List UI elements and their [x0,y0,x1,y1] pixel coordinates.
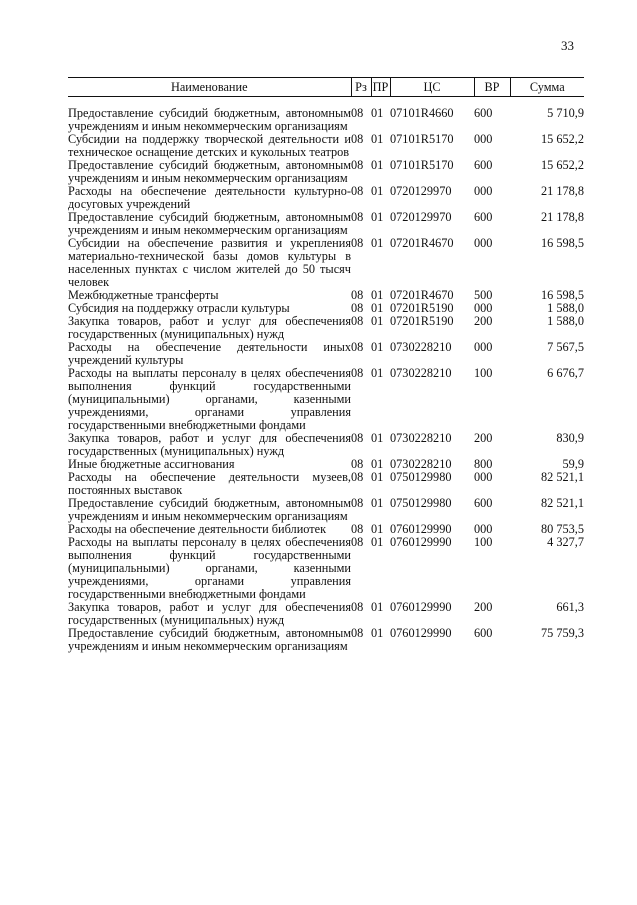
row-sum-cell: 5 710,9 [547,106,584,120]
row-rz-cell: 08 [351,314,364,328]
row-cs-cell: 07201R4670 [390,288,454,302]
row-sum-cell: 21 178,8 [540,184,584,198]
row-name-cell: Расходы на обеспечение деятельности библиотек [68,522,327,536]
header-sum: Сумма [510,78,584,97]
row-rz-cell: 08 [351,457,364,471]
row-vr-cell: 000 [474,132,493,146]
row-sum-cell: 21 178,8 [540,210,584,224]
row-sum-cell: 830,9 [556,431,584,445]
row-name-cell: Предоставление субсидий бюджетным, автономным учреждениям и иным некоммерческим организациям [68,210,351,237]
row-cs-cell: 07201R4670 [390,236,454,250]
row-sum-cell: 16 598,5 [540,236,584,250]
row-name-cell: Расходы на выплаты персоналу в целях обеспечения выполнения функций государственными (муниципальными) органами, казенными учреждениями, органами управления государственными внебюджетными фондами [68,535,351,601]
row-sum-cell: 59,9 [562,457,584,471]
row-pr-cell: 01 [371,132,384,146]
budget-table [68,77,584,653]
header-name: Наименование [68,78,351,97]
row-sum-cell: 1 588,0 [547,301,584,315]
row-cs-cell: 0730228210 [390,431,452,445]
row-name-cell: Субсидии на поддержку творческой деятельности и техническое оснащение детских и кукольных театров [68,132,351,159]
row-name-cell: Предоставление субсидий бюджетным, автономным учреждениям и иным некоммерческим организациям [68,158,351,185]
row-cs-cell: 07101R4660 [390,106,454,120]
row-name-cell: Предоставление субсидий бюджетным, автономным учреждениям и иным некоммерческим организациям [68,496,351,523]
row-pr-cell: 01 [371,470,384,484]
row-pr-cell: 01 [371,288,384,302]
table-row [68,341,584,367]
table-row [68,237,584,289]
row-pr-cell: 01 [371,535,384,549]
table-row [68,497,584,523]
row-rz-cell: 08 [351,470,364,484]
row-pr-cell: 01 [371,626,384,640]
row-vr-cell: 200 [474,314,493,328]
row-cs-cell: 0730228210 [390,457,452,471]
table-row [68,159,584,185]
row-vr-cell: 000 [474,184,493,198]
row-vr-cell: 600 [474,158,493,172]
row-rz-cell: 08 [351,600,364,614]
row-sum-cell: 4 327,7 [547,535,584,549]
row-cs-cell: 0720129970 [390,184,452,198]
table-row [68,211,584,237]
header-pr: ПР [371,78,390,97]
row-name-cell: Расходы на обеспечение деятельности музеев, постоянных выставок [68,470,351,497]
row-name-cell: Закупка товаров, работ и услуг для обеспечения государственных (муниципальных) нужд [68,431,351,458]
row-cs-cell: 0750129980 [390,470,452,484]
row-vr-cell: 600 [474,210,493,224]
row-sum-cell: 82 521,1 [540,470,584,484]
row-vr-cell: 000 [474,522,493,536]
row-vr-cell: 800 [474,457,493,471]
table-row [68,315,584,341]
row-vr-cell: 600 [474,496,493,510]
row-name-cell: Субсидия на поддержку отрасли культуры [68,301,290,315]
table-row [68,367,584,432]
row-rz-cell: 08 [351,106,364,120]
row-pr-cell: 01 [371,301,384,315]
row-cs-cell: 0730228210 [390,366,452,380]
table-row [68,133,584,159]
row-cs-cell: 07201R5190 [390,301,454,315]
page-number: 33 [561,38,574,53]
row-name-cell: Иные бюджетные ассигнования [68,457,235,471]
row-sum-cell: 82 521,1 [540,496,584,510]
header-cs: ЦС [390,78,474,97]
row-cs-cell: 07101R5170 [390,132,454,146]
row-cs-cell: 0760129990 [390,626,452,640]
row-sum-cell: 80 753,5 [540,522,584,536]
row-rz-cell: 08 [351,301,364,315]
row-vr-cell: 000 [474,340,493,354]
row-sum-cell: 16 598,5 [540,288,584,302]
table-row [68,627,584,653]
row-pr-cell: 01 [371,236,384,250]
row-rz-cell: 08 [351,535,364,549]
row-name-cell: Расходы на обеспечение деятельности культурно-досуговых учреждений [68,184,351,211]
row-cs-cell: 0760129990 [390,522,452,536]
row-vr-cell: 100 [474,535,493,549]
row-pr-cell: 01 [371,314,384,328]
row-pr-cell: 01 [371,600,384,614]
row-cs-cell: 0720129970 [390,210,452,224]
row-pr-cell: 01 [371,210,384,224]
row-cs-cell: 07201R5190 [390,314,454,328]
row-rz-cell: 08 [351,158,364,172]
row-pr-cell: 01 [371,106,384,120]
row-sum-cell: 1 588,0 [547,314,584,328]
row-cs-cell: 0760129990 [390,535,452,549]
row-rz-cell: 08 [351,340,364,354]
row-rz-cell: 08 [351,288,364,302]
table-row [68,601,584,627]
row-sum-cell: 15 652,2 [540,158,584,172]
row-name-cell: Расходы на выплаты персоналу в целях обеспечения выполнения функций государственными (муниципальными) органами, казенными учреждениями, органами управления государственными внебюджетными фондами [68,366,351,432]
row-name-cell: Закупка товаров, работ и услуг для обеспечения государственных (муниципальных) нужд [68,314,351,341]
row-rz-cell: 08 [351,626,364,640]
table-body [68,97,584,654]
row-vr-cell: 000 [474,301,493,315]
row-vr-cell: 000 [474,470,493,484]
row-sum-cell: 75 759,3 [540,626,584,640]
row-name-cell: Предоставление субсидий бюджетным, автономным учреждениям и иным некоммерческим организациям [68,106,351,133]
row-vr-cell: 200 [474,600,493,614]
row-cs-cell: 0730228210 [390,340,452,354]
row-rz-cell: 08 [351,210,364,224]
row-sum-cell: 15 652,2 [540,132,584,146]
row-pr-cell: 01 [371,158,384,172]
row-vr-cell: 100 [474,366,493,380]
row-rz-cell: 08 [351,132,364,146]
table-row [68,107,584,133]
row-vr-cell: 000 [474,236,493,250]
table-row [68,536,584,601]
row-name-cell: Субсидии на обеспечение развития и укрепления материально-технической базы домов культуры в населенных пунктах с числом жителей до 50 тысяч человек [68,236,351,289]
row-pr-cell: 01 [371,522,384,536]
row-sum-cell: 661,3 [556,600,584,614]
row-vr-cell: 600 [474,626,493,640]
table-row [68,185,584,211]
row-rz-cell: 08 [351,496,364,510]
row-pr-cell: 01 [371,340,384,354]
row-cs-cell: 0760129990 [390,600,452,614]
row-vr-cell: 600 [474,106,493,120]
table-header [68,78,584,97]
row-rz-cell: 08 [351,184,364,198]
row-vr-cell: 200 [474,431,493,445]
header-vr: ВР [474,78,510,97]
row-rz-cell: 08 [351,366,364,380]
row-name-cell: Закупка товаров, работ и услуг для обеспечения государственных (муниципальных) нужд [68,600,351,627]
row-cs-cell: 07101R5170 [390,158,454,172]
row-rz-cell: 08 [351,236,364,250]
row-sum-cell: 6 676,7 [547,366,584,380]
row-rz-cell: 08 [351,522,364,536]
row-pr-cell: 01 [371,457,384,471]
table-row [68,471,584,497]
row-sum-cell: 7 567,5 [547,340,584,354]
table-row [68,432,584,458]
row-name-cell: Межбюджетные трансферты [68,288,219,302]
row-pr-cell: 01 [371,366,384,380]
row-pr-cell: 01 [371,496,384,510]
row-pr-cell: 01 [371,184,384,198]
row-rz-cell: 08 [351,431,364,445]
row-name-cell: Предоставление субсидий бюджетным, автономным учреждениям и иным некоммерческим организациям [68,626,351,653]
row-vr-cell: 500 [474,288,493,302]
row-pr-cell: 01 [371,431,384,445]
row-cs-cell: 0750129980 [390,496,452,510]
header-rz: Рз [351,78,371,97]
row-name-cell: Расходы на обеспечение деятельности иных учреждений культуры [68,340,351,367]
